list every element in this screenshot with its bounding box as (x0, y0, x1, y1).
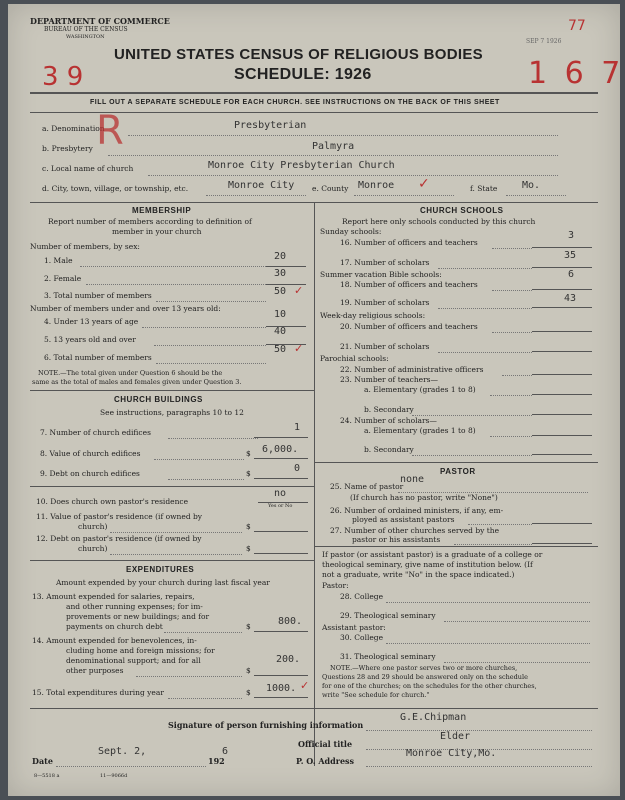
q19-label: 19. Number of scholars (340, 298, 430, 307)
q21-underline (532, 351, 592, 352)
q16-line (492, 248, 532, 249)
signature-value[interactable]: G.E.Chipman (400, 712, 467, 723)
red-initial-mark: R (96, 108, 124, 154)
q11-label-1: 11. Value of pastor's residence (if owned by (36, 512, 203, 521)
q12-underline (254, 553, 308, 554)
q13-underline (254, 631, 308, 632)
red-check-q15: ✓ (300, 679, 310, 692)
year-digit[interactable]: 6 (222, 746, 229, 757)
q26-label-2: ployed as assistant pastors (352, 515, 455, 524)
department-label: DEPARTMENT OF COMMERCE (30, 16, 170, 26)
assistant-pastor-label: Assistant pastor: (322, 623, 386, 632)
state-value[interactable]: Mo. (522, 180, 541, 191)
pastor-heading: PASTOR (440, 467, 476, 476)
q9-dollar: $ (246, 469, 251, 478)
presbytery-line (108, 155, 558, 156)
graduate-note-3: not a graduate, write "No" in the space indicated.) (322, 570, 515, 579)
q3-value[interactable]: 50 (274, 286, 287, 297)
q9-line (168, 479, 244, 480)
q10-label: 10. Does church own pastor's residence (36, 497, 189, 506)
handwritten-mark-left: 3 9 (42, 62, 84, 92)
signature-top-rule (30, 708, 598, 709)
q24b-label: b. Secondary (364, 445, 414, 454)
local-name-value[interactable]: Monroe City Presbyterian Church (208, 160, 395, 171)
q13-dollar: $ (246, 622, 251, 631)
q12-line (110, 554, 242, 555)
q24b-underline (532, 454, 592, 455)
q10-value[interactable]: no (274, 488, 287, 499)
q16-underline (532, 247, 592, 248)
graduate-note-2: theological seminary, give name of institution below. (If (322, 560, 533, 569)
date-label: Date (32, 756, 53, 766)
q23b-underline (532, 414, 592, 415)
date-line (56, 766, 206, 767)
q26-label-1: 26. Number of ordained ministers, if any, em- (330, 506, 504, 515)
q26-underline (532, 523, 592, 524)
q30-line (386, 643, 590, 644)
q15-value[interactable]: 1000. (266, 683, 297, 694)
header-rule (30, 92, 598, 94)
county-line (354, 195, 454, 196)
q15-line (168, 698, 242, 699)
sunday-schools-label: Sunday schools: (320, 227, 382, 236)
q29-label: 29. Theological seminary (340, 611, 436, 620)
membership-note-1: NOTE.—The total given under Question 6 should be the (38, 369, 223, 377)
county-value[interactable]: Monroe (358, 180, 395, 191)
denomination-line (128, 135, 558, 136)
q24-label: 24. Number of scholars— (340, 416, 437, 425)
q31-label: 31. Theological seminary (340, 652, 436, 661)
official-title-value[interactable]: Elder (440, 731, 471, 742)
po-address-line (366, 766, 592, 767)
q24b-line (412, 455, 532, 456)
q11-dollar: $ (246, 522, 251, 531)
q31-line (444, 662, 590, 663)
q28-line (386, 602, 590, 603)
q27-label-1: 27. Number of other churches served by the (330, 526, 500, 535)
presbytery-value[interactable]: Palmyra (312, 141, 355, 152)
q22-label: 22. Number of administrative officers (340, 365, 484, 374)
expenditures-heading: EXPENDITURES (126, 565, 195, 574)
q11-underline (254, 531, 308, 532)
yes-no-hint: Yes or No (268, 503, 293, 509)
buildings-sub: See instructions, paragraphs 10 to 12 (100, 408, 244, 417)
q13-label-3: provements or new buildings; and for (66, 612, 210, 621)
q19-underline (532, 307, 592, 308)
q9-value[interactable]: 0 (294, 463, 301, 474)
q5-value[interactable]: 40 (274, 326, 287, 337)
membership-heading: MEMBERSHIP (132, 206, 192, 215)
state-label: f. State (470, 184, 498, 193)
q18-label: 18. Number of officers and teachers (340, 280, 478, 289)
q4-label: 4. Under 13 years of age (44, 317, 139, 326)
form-number: 8—5518 a (34, 773, 60, 779)
po-address-label: P. O. Address (296, 756, 355, 766)
local-name-label: c. Local name of church (42, 164, 134, 173)
red-check-q3: ✓ (294, 284, 304, 297)
q20-underline (532, 331, 592, 332)
q23a-label: a. Elementary (grades 1 to 8) (364, 385, 476, 394)
q18-underline (532, 289, 592, 290)
denomination-label: a. Denomination (42, 124, 105, 133)
under-over-label: Number of members under and over 13 years old: (30, 304, 221, 313)
q23a-underline (532, 394, 592, 395)
q9-underline (254, 478, 308, 479)
red-check-county: ✓ (418, 176, 430, 192)
washington-label: WASHINGTON (66, 34, 105, 40)
q23a-line (490, 395, 532, 396)
q2-line (86, 284, 266, 285)
q15-label: 15. Total expenditures during year (32, 688, 164, 697)
schedule-title: SCHEDULE: 1926 (234, 66, 372, 83)
q9-label: 9. Debt on church edifices (40, 469, 140, 478)
q19-value[interactable]: 43 (564, 293, 577, 304)
q27-label-2: pastor or his assistants (352, 535, 441, 544)
q17-value[interactable]: 35 (564, 250, 577, 261)
q2-value[interactable]: 30 (274, 268, 287, 279)
q25-label: 25. Name of pastor (330, 482, 404, 491)
bureau-label: BUREAU OF THE CENSUS (44, 26, 128, 33)
q27-underline (532, 543, 592, 544)
received-stamp-date: SEP 7 1926 (526, 38, 562, 45)
q25-note: (If church has no pastor, write "None") (350, 493, 498, 502)
q13-label-4: payments on church debt (66, 622, 163, 631)
q5-line (154, 345, 266, 346)
q7-line (168, 438, 258, 439)
q14-label-2: cluding home and foreign missions; for (66, 646, 215, 655)
q13-label-1: 13. Amount expended for salaries, repairs, (32, 592, 195, 601)
q14-label-1: 14. Amount expended for benevolences, in- (32, 636, 197, 645)
parochial-schools-label: Parochial schools: (320, 354, 389, 363)
q19-line (438, 308, 532, 309)
q27-line (454, 544, 532, 545)
q7-underline (254, 437, 308, 438)
membership-bottom-rule (30, 390, 314, 391)
q14-dollar: $ (246, 666, 251, 675)
q6-value[interactable]: 50 (274, 344, 287, 355)
q4-line (142, 327, 266, 328)
q24a-underline (532, 435, 592, 436)
official-title-label: Official title (298, 739, 353, 749)
pastor-note-2: Questions 28 and 29 should be answered only on the schedule (322, 673, 528, 681)
summer-schools-label: Summer vacation Bible schools: (320, 270, 442, 279)
q12-label-1: 12. Debt on pastor's residence (if owned by (36, 534, 202, 543)
q16-value[interactable]: 3 (568, 230, 575, 241)
q26-line (468, 524, 532, 525)
q17-line (438, 268, 532, 269)
presbytery-label: b. Presbytery (42, 144, 93, 153)
date-value[interactable]: Sept. 2, (98, 746, 147, 757)
q18-value[interactable]: 6 (568, 269, 575, 280)
signature-line (366, 730, 592, 731)
q8-underline (254, 458, 308, 459)
schools-bottom-rule (314, 462, 598, 463)
weekday-schools-label: Week-day religious schools: (320, 311, 426, 320)
by-sex-label: Number of members, by sex: (30, 242, 140, 251)
city-value[interactable]: Monroe City (228, 180, 295, 191)
q14-line (136, 676, 242, 677)
q1-value[interactable]: 20 (274, 251, 287, 262)
q1-line (80, 266, 266, 267)
q24a-line (490, 436, 532, 437)
denomination-value[interactable]: Presbyterian (234, 120, 307, 131)
q23-label: 23. Number of teachers— (340, 375, 439, 384)
census-schedule-sheet (8, 4, 625, 796)
county-label: e. County (312, 184, 349, 193)
schools-sub: Report here only schools conducted by this church (342, 217, 536, 226)
q15-underline (254, 697, 308, 698)
q21-label: 21. Number of scholars (340, 342, 430, 351)
pastor-note-4: write "See schedule for church." (322, 691, 430, 699)
city-line (206, 195, 306, 196)
q12-dollar: $ (246, 544, 251, 553)
q23b-label: b. Secondary (364, 405, 414, 414)
q20-label: 20. Number of officers and teachers (340, 322, 478, 331)
handwritten-mark-right: 1 6 7 (528, 56, 625, 91)
local-name-line (148, 175, 558, 176)
q3-label: 3. Total number of members (44, 291, 152, 300)
q11-line (110, 532, 242, 533)
q14-label-4: other purposes (66, 666, 124, 675)
buildings-bottom-rule (30, 560, 314, 561)
pastor-note-3: for one of the churches; on the schedules for the other churches, (322, 682, 537, 690)
q20-line (492, 332, 532, 333)
membership-sub-1: Report number of members according to definition of (48, 217, 252, 226)
q4-value[interactable]: 10 (274, 309, 287, 320)
q15-dollar: $ (246, 688, 251, 697)
state-line (506, 195, 566, 196)
q8-label: 8. Value of church edifices (40, 449, 141, 458)
pastor-note-1: NOTE.—Where one pastor serves two or more churches, (330, 664, 518, 672)
q17-label: 17. Number of scholars (340, 258, 430, 267)
q14-underline (254, 675, 308, 676)
form-title: UNITED STATES CENSUS OF RELIGIOUS BODIES (114, 46, 483, 63)
q21-line (438, 352, 532, 353)
q8-value[interactable]: 6,000. (262, 444, 299, 455)
q11-label-2: church) (78, 522, 108, 531)
q22-line (502, 375, 532, 376)
po-address-value[interactable]: Monroe City,Mo. (406, 748, 497, 759)
q6-label: 6. Total number of members (44, 353, 152, 362)
red-check-q6: ✓ (294, 342, 304, 355)
q7-label: 7. Number of church edifices (40, 428, 151, 437)
schools-heading: CHURCH SCHOOLS (420, 206, 504, 215)
q8-dollar: $ (246, 449, 251, 458)
graduate-note-1: If pastor (or assistant pastor) is a graduate of a college or (322, 550, 543, 559)
q22-underline (532, 374, 592, 375)
q25-value[interactable]: none (400, 474, 425, 485)
print-number: 11—9066d (100, 773, 128, 779)
q7-value[interactable]: 1 (294, 422, 301, 433)
q13-line (164, 632, 242, 633)
q1-label: 1. Male (44, 256, 73, 265)
q16-label: 16. Number of officers and teachers (340, 238, 478, 247)
city-label: d. City, town, village, or township, etc. (42, 184, 189, 193)
q28-label: 28. College (340, 592, 384, 601)
buildings-heading: CHURCH BUILDINGS (114, 395, 203, 404)
q29-line (444, 621, 590, 622)
q17-underline (532, 267, 592, 268)
year-prefix: 192 (208, 756, 225, 766)
signature-label: Signature of person furnishing information (168, 720, 364, 730)
q18-line (492, 290, 532, 291)
q13-value[interactable]: 800. (278, 616, 303, 627)
membership-note-2: same as the total of males and females given under Question 3. (32, 378, 242, 386)
q3-line (156, 301, 266, 302)
q14-label-3: denominational support; and for all (66, 656, 201, 665)
q8-line (154, 459, 244, 460)
pastor-sub-label: Pastor: (322, 581, 349, 590)
q14-value[interactable]: 200. (276, 654, 301, 665)
buildings-mid-rule (30, 486, 314, 487)
q12-label-2: church) (78, 544, 108, 553)
q13-label-2: and other running expenses; for im- (66, 602, 203, 611)
expenditures-sub: Amount expended by your church during last fiscal year (56, 578, 270, 587)
q6-line (156, 363, 266, 364)
pastor-mid-rule (314, 546, 598, 547)
q2-label: 2. Female (44, 274, 82, 283)
q5-label: 5. 13 years old and over (44, 335, 136, 344)
stamp-number: 77 (568, 18, 586, 34)
q1-underline (266, 266, 306, 267)
q30-label: 30. College (340, 633, 384, 642)
q24a-label: a. Elementary (grades 1 to 8) (364, 426, 476, 435)
general-instruction: FILL OUT A SEPARATE SCHEDULE FOR EACH CHURCH. SEE INSTRUCTIONS ON THE BACK OF THIS SHEET (90, 99, 500, 106)
membership-sub-2: member in your church (112, 227, 202, 236)
column-divider (314, 202, 315, 766)
